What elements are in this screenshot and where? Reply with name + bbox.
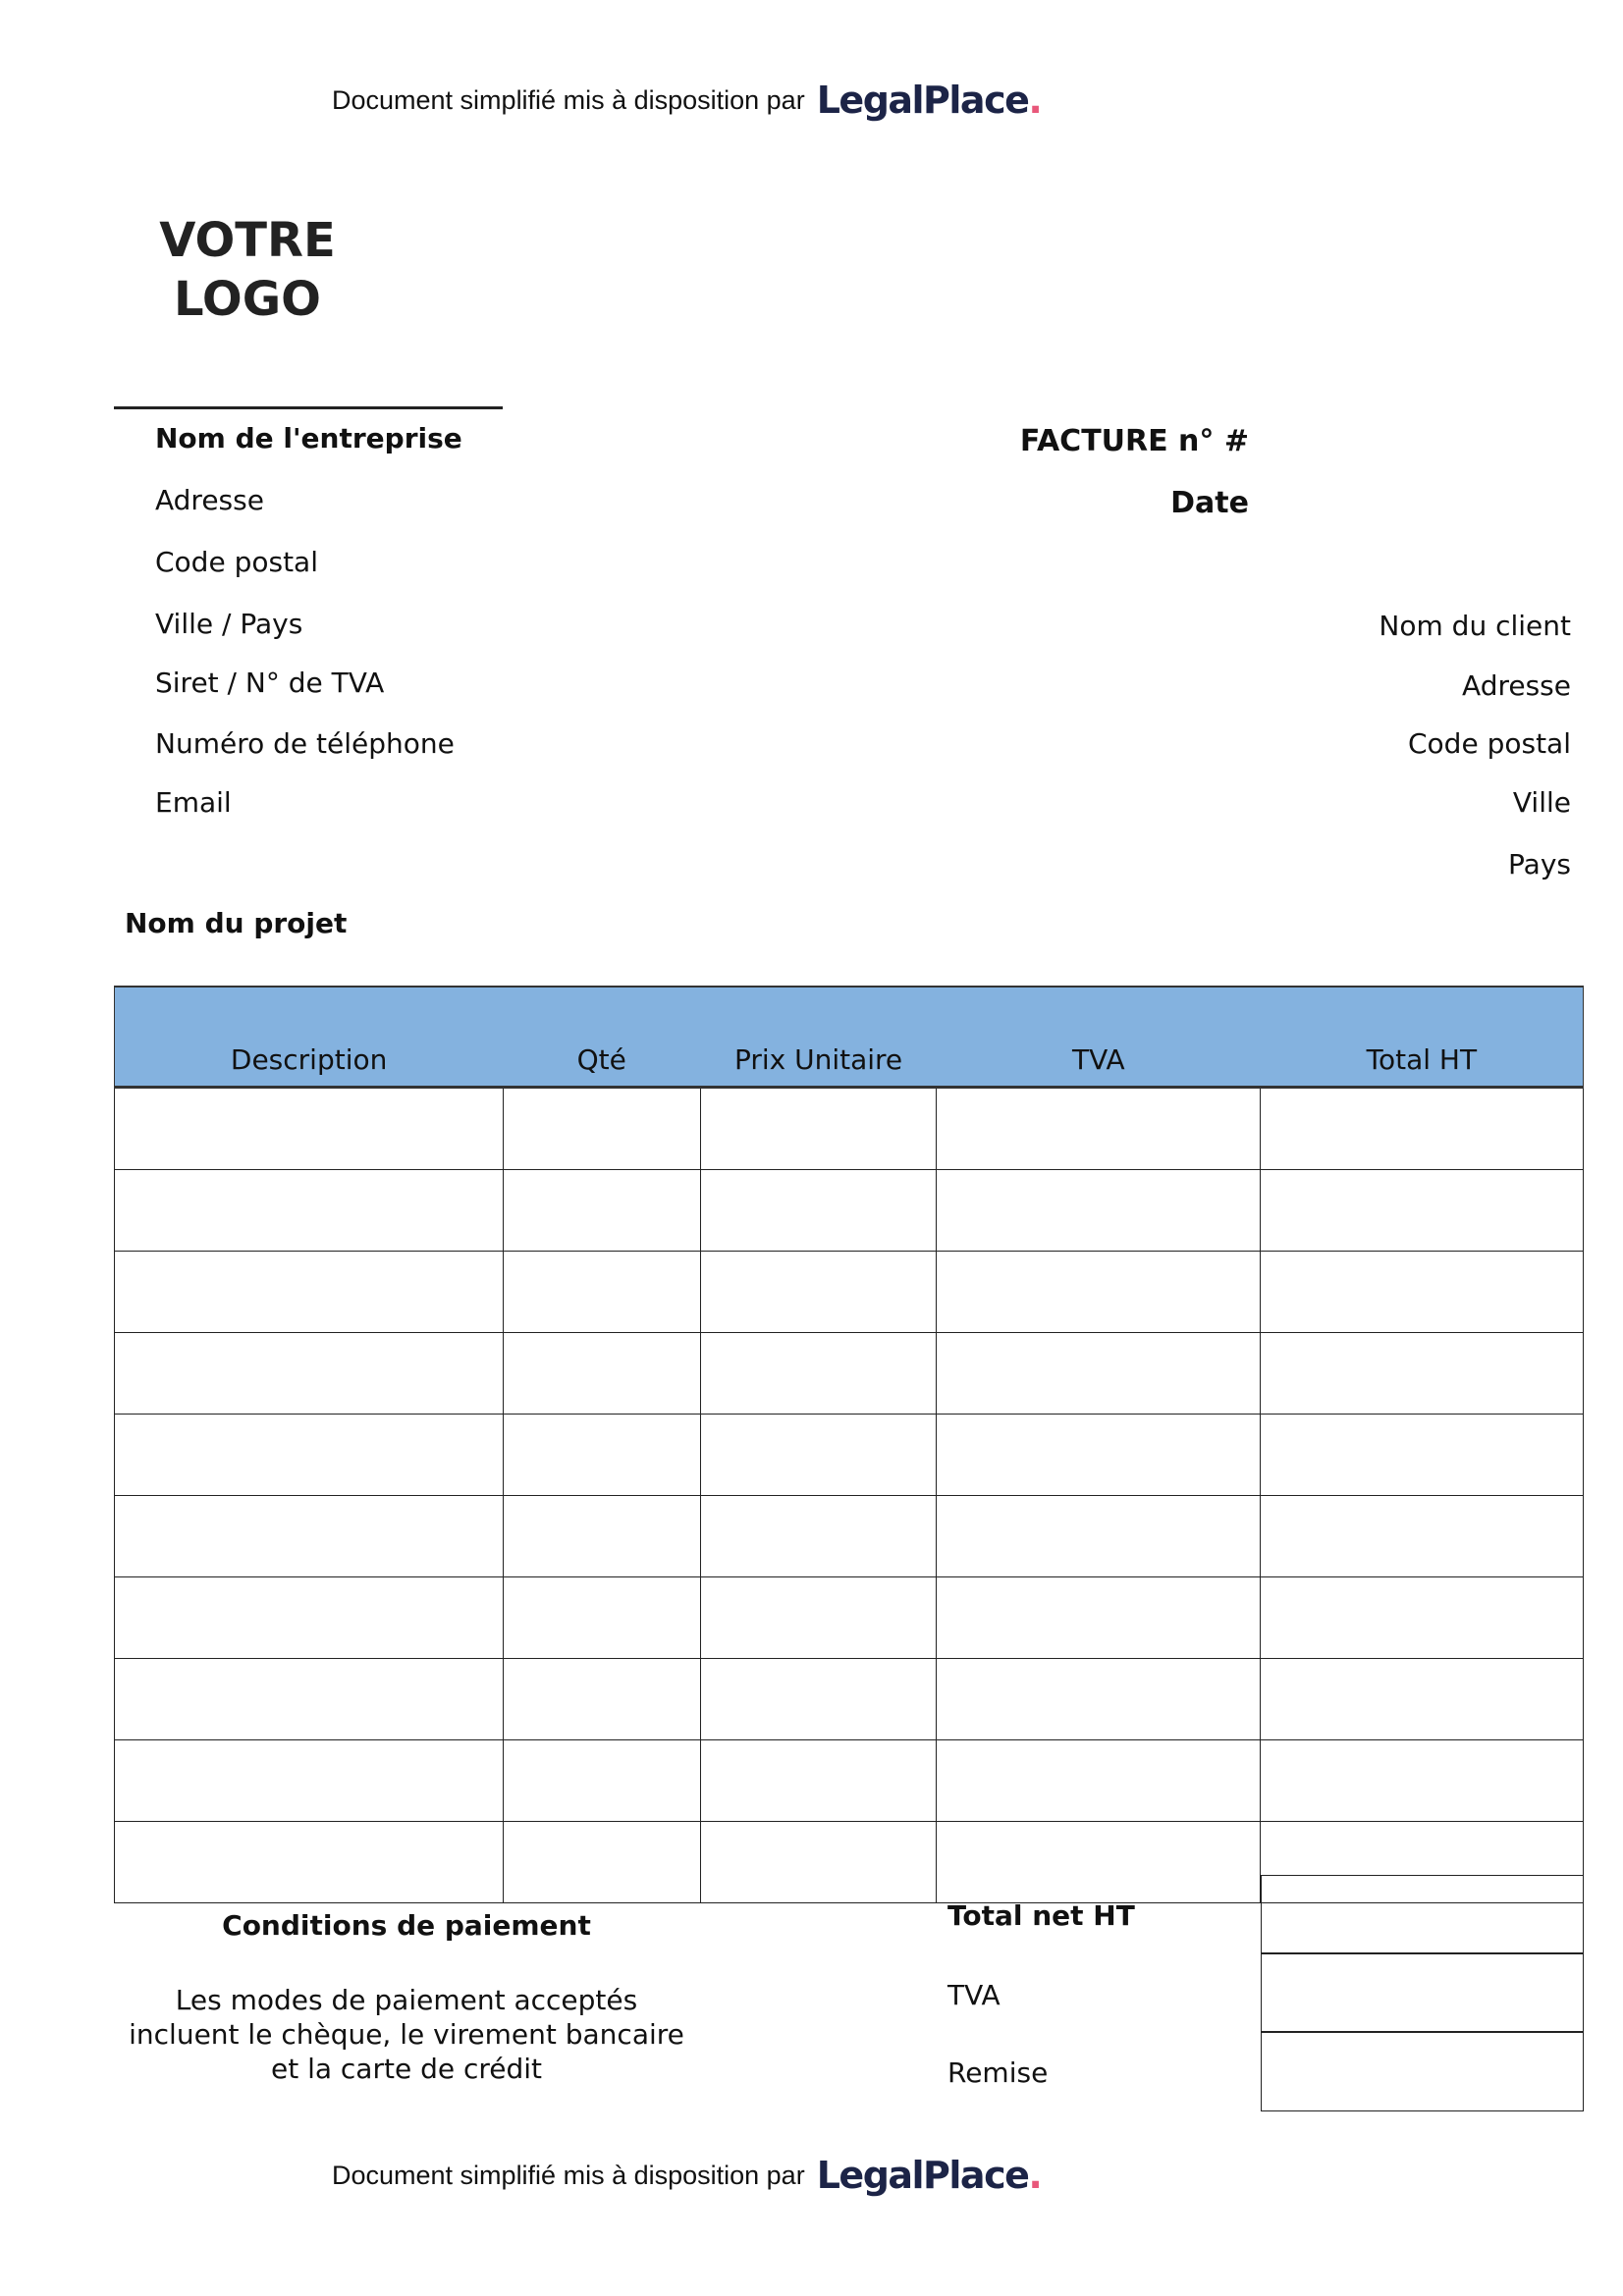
table-cell[interactable] [937, 1252, 1261, 1333]
table-cell[interactable] [1261, 1740, 1584, 1822]
table-cell[interactable] [1261, 1659, 1584, 1740]
top-banner [332, 79, 1041, 122]
table-cell[interactable] [503, 1415, 700, 1496]
total-net-field[interactable] [1261, 1875, 1584, 1953]
company-postal: Code postal [155, 546, 318, 578]
table-cell[interactable] [700, 1496, 937, 1577]
col-tva: TVA [937, 987, 1261, 1088]
table-cell[interactable] [700, 1333, 937, 1415]
items-table [114, 986, 1584, 1903]
table-cell[interactable] [1261, 1088, 1584, 1170]
table-cell[interactable] [700, 1170, 937, 1252]
table-cell[interactable] [937, 1822, 1261, 1903]
tva-label: TVA [947, 1979, 1001, 2011]
company-address: Adresse [155, 484, 264, 516]
table-row [115, 1577, 1584, 1659]
legalplace-logo[interactable]: LegalPlace. [816, 79, 1042, 122]
table-cell[interactable] [1261, 1415, 1584, 1496]
table-row [115, 1740, 1584, 1822]
col-qty: Qté [503, 987, 700, 1088]
table-cell[interactable] [503, 1252, 700, 1333]
banner-text: Document simplifié mis à disposition par [332, 2160, 805, 2190]
table-cell[interactable] [115, 1496, 504, 1577]
banner-text: Document simplifié mis à disposition par [332, 84, 805, 115]
table-row [115, 1333, 1584, 1415]
table-cell[interactable] [700, 1822, 937, 1903]
table-cell[interactable] [1261, 1333, 1584, 1415]
table-cell[interactable] [1261, 1252, 1584, 1333]
company-email: Email [155, 786, 232, 819]
table-cell[interactable] [115, 1659, 504, 1740]
invoice-number: FACTURE n° # [1019, 424, 1249, 458]
table-cell[interactable] [503, 1496, 700, 1577]
payment-text [129, 1983, 684, 2086]
table-cell[interactable] [115, 1252, 504, 1333]
table-cell[interactable] [115, 1415, 504, 1496]
table-row [115, 1170, 1584, 1252]
table-row [115, 1088, 1584, 1170]
payment-line: et la carte de crédit [270, 2053, 543, 2085]
company-phone: Numéro de téléphone [155, 727, 455, 760]
client-city: Ville [1512, 786, 1571, 819]
client-country: Pays [1508, 848, 1571, 881]
table-cell[interactable] [700, 1415, 937, 1496]
discount-label: Remise [947, 2056, 1049, 2089]
table-cell[interactable] [503, 1822, 700, 1903]
payment-title: Conditions de paiement [222, 1909, 591, 1942]
table-cell[interactable] [700, 1577, 937, 1659]
col-total-ht: Total HT [1261, 987, 1584, 1088]
table-row [115, 1659, 1584, 1740]
table-cell[interactable] [700, 1659, 937, 1740]
table-cell[interactable] [1261, 1170, 1584, 1252]
table-cell[interactable] [115, 1333, 504, 1415]
discount-field[interactable] [1261, 2032, 1584, 2111]
table-header [115, 987, 1584, 1088]
table-cell[interactable] [700, 1252, 937, 1333]
table-cell[interactable] [1261, 1577, 1584, 1659]
table-cell[interactable] [937, 1333, 1261, 1415]
bottom-banner [332, 2154, 1041, 2197]
table-row [115, 1415, 1584, 1496]
table-cell[interactable] [503, 1088, 700, 1170]
table-cell[interactable] [503, 1333, 700, 1415]
table-cell[interactable] [937, 1496, 1261, 1577]
table-row [115, 1496, 1584, 1577]
table-cell[interactable] [115, 1740, 504, 1822]
table-cell[interactable] [700, 1740, 937, 1822]
tva-field[interactable] [1261, 1953, 1584, 2032]
client-postal: Code postal [1408, 727, 1571, 760]
table-cell[interactable] [1261, 1496, 1584, 1577]
company-siret: Siret / N° de TVA [155, 667, 385, 699]
table-cell[interactable] [937, 1740, 1261, 1822]
divider [114, 406, 503, 409]
table-cell[interactable] [937, 1088, 1261, 1170]
project-name: Nom du projet [125, 907, 348, 939]
total-net-label: Total net HT [947, 1899, 1135, 1932]
table-cell[interactable] [937, 1415, 1261, 1496]
table-cell[interactable] [115, 1822, 504, 1903]
table-cell[interactable] [937, 1577, 1261, 1659]
table-cell[interactable] [937, 1170, 1261, 1252]
logo-line1: VOTRE [159, 213, 336, 268]
logo-line2: LOGO [174, 272, 321, 327]
logo-placeholder [159, 211, 336, 329]
table-cell[interactable] [115, 1170, 504, 1252]
table-cell[interactable] [937, 1659, 1261, 1740]
company-name: Nom de l'entreprise [155, 422, 462, 454]
table-cell[interactable] [503, 1740, 700, 1822]
col-description: Description [115, 987, 504, 1088]
table-cell[interactable] [503, 1659, 700, 1740]
table-cell[interactable] [115, 1577, 504, 1659]
client-name: Nom du client [1379, 610, 1571, 642]
col-unit-price: Prix Unitaire [700, 987, 937, 1088]
table-cell[interactable] [503, 1170, 700, 1252]
company-city: Ville / Pays [155, 608, 303, 640]
payment-line: Les modes de paiement acceptés [175, 1984, 638, 2016]
table-cell[interactable] [700, 1088, 937, 1170]
legalplace-logo[interactable]: LegalPlace. [816, 2154, 1042, 2197]
client-address: Adresse [1462, 669, 1571, 702]
table-cell[interactable] [115, 1088, 504, 1170]
table-row [115, 1252, 1584, 1333]
payment-line: incluent le chèque, le virement bancaire [129, 2018, 684, 2051]
table-cell[interactable] [503, 1577, 700, 1659]
invoice-date: Date [1170, 486, 1249, 520]
